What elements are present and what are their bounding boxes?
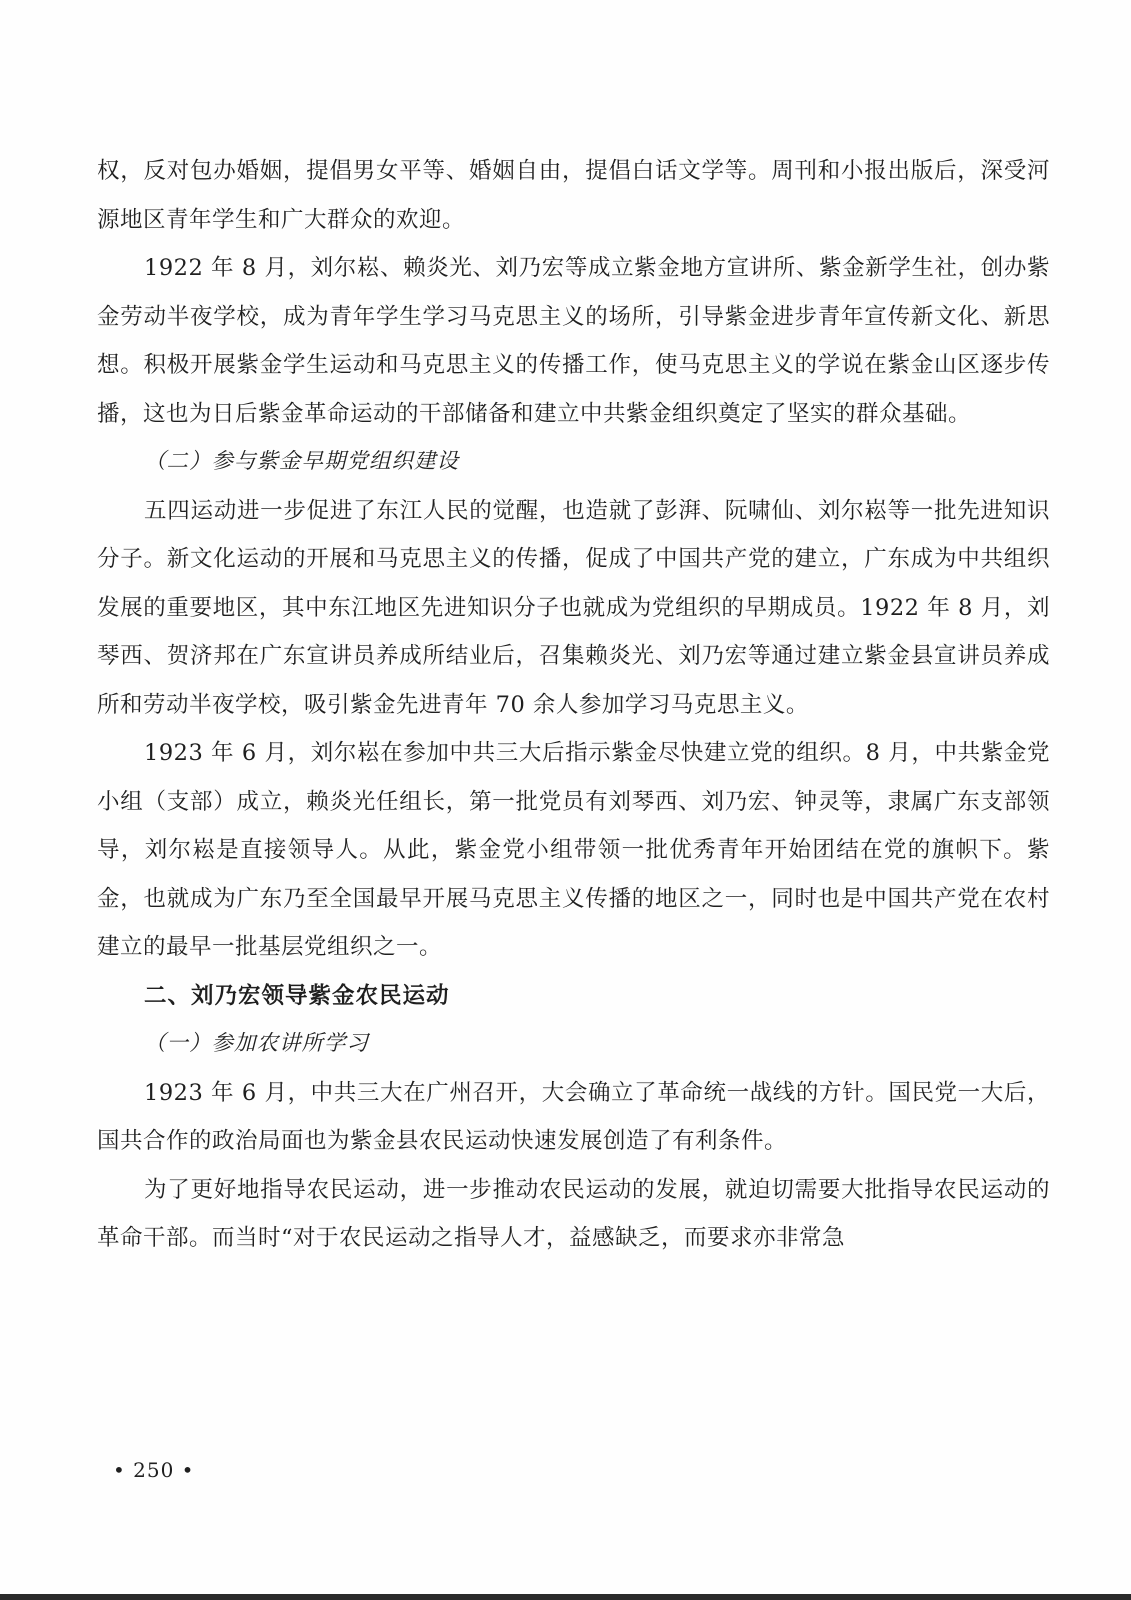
scan-bottom-edge (0, 1594, 1131, 1600)
paragraph-third-congress: 1923 年 6 月，中共三大在广州召开，大会确立了革命统一战线的方针。国民党一大后，国共合作的政治局面也为紫金县农民运动快速发展创造了有利条件。 (97, 1079, 1050, 1154)
paragraph-continuation: 权，反对包办婚姻，提倡男女平等、婚姻自由，提倡白话文学等。周刊和小报出版后，深受河源地区青年学生和广大群众的欢迎。 (97, 158, 1050, 233)
subheading-peasant-institute: （一）参加农讲所学习 (144, 1031, 370, 1056)
paragraph-1922-propaganda: 1922 年 8 月，刘尔崧、赖炎光、刘乃宏等成立紫金地方宣讲所、紫金新学生社，创办紫金劳动半夜学校，成为青年学生学习马克思主义的场所，引导紫金进步青年宣传新文化、新思想。积极开展紫金学生运动和马克思主义的传播工作，使马克思主义的学说在紫金山区逐步传播，这也为日后紫金革命运动的干部储备和建立中共紫金组织奠定了坚实的群众基础。 (97, 255, 1050, 427)
paragraph-may-fourth: 五四运动进一步促进了东江人民的觉醒，也造就了彭湃、阮啸仙、刘尔崧等一批先进知识分子。新文化运动的开展和马克思主义的传播，促成了中国共产党的建立，广东成为中共组织发展的重要地区，其中东江地区先进知识分子也就成为党组织的早期成员。1922 年 8 月，刘琴西、贺济邦在广东宣讲员养成所结业后，召集赖炎光、刘乃宏等通过建立紫金县宣讲员养成所和劳动半夜学校，吸引紫金先进青年 70 余人参加学习马克思主义。 (97, 497, 1050, 718)
paragraph-1923-party-group: 1923 年 6 月，刘尔崧在参加中共三大后指示紫金尽快建立党的组织。8 月，中共紫金党小组（支部）成立，赖炎光任组长，第一批党员有刘琴西、刘乃宏、钟灵等，隶属广东支部领导，刘尔崧是直接领导人。从此，紫金党小组带领一批优秀青年开始团结在党的旗帜下。紫金，也就成为广东乃至全国最早开展马克思主义传播的地区之一，同时也是中国共产党在农村建立的最早一批基层党组织之一。 (97, 740, 1050, 960)
section-heading-peasant-movement: 二、刘乃宏领导紫金农民运动 (144, 982, 450, 1009)
paragraph-cadres-needed: 为了更好地指导农民运动，进一步推动农民运动的发展，就迫切需要大批指导农民运动的革命干部。而当时“对于农民运动之指导人才，益感缺乏，而要求亦非常急 (97, 1176, 1050, 1251)
subheading-party-building: （二）参与紫金早期党组织建设 (144, 449, 460, 474)
page-number: • 250 • (113, 1458, 195, 1482)
body-text (97, 147, 1050, 1263)
